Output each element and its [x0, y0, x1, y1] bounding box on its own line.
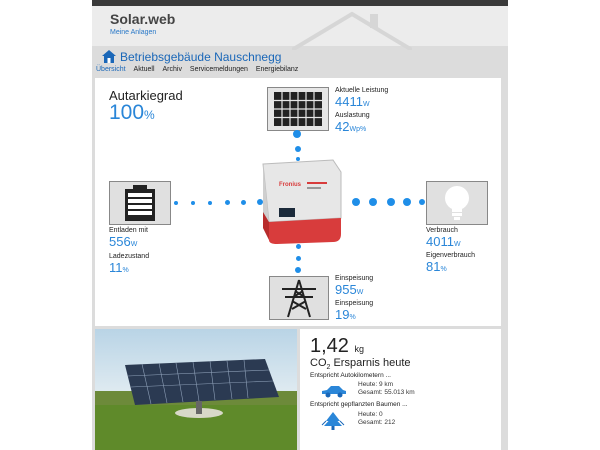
savings-panel [300, 329, 501, 450]
tree-icon [320, 411, 346, 431]
feed-in-pct-label: Einspeisung [335, 300, 374, 307]
energy-flow-panel [95, 78, 501, 326]
flow-dot [295, 267, 301, 273]
pv-load-value: 42Wp% [335, 119, 367, 134]
battery-tile[interactable] [109, 181, 171, 225]
my-plants-link[interactable]: Meine Anlagen [110, 29, 157, 36]
car-km-today: Heute: 9 km [358, 381, 394, 388]
battery-icon [110, 182, 170, 224]
flow-dot [174, 201, 178, 205]
flow-dot [293, 130, 301, 138]
battery-discharge-value: 556W [109, 234, 138, 249]
car-km-total: Gesamt: 55.013 km [358, 389, 415, 396]
flow-dot [387, 198, 395, 206]
consumption-value: 4011W [426, 234, 461, 249]
flow-dot [208, 201, 212, 205]
tab-bar [96, 66, 304, 78]
battery-soc-label: Ladezustand [109, 253, 150, 260]
inverter-device-icon[interactable] [255, 156, 347, 246]
solar-panel-icon [268, 88, 328, 130]
solar-tracker-photo [95, 329, 297, 450]
car-icon [320, 384, 348, 398]
light-bulb-icon [427, 182, 487, 224]
flow-dot [403, 198, 411, 206]
pv-power-label: Aktuelle Leistung [335, 87, 389, 94]
tab-overview[interactable]: Übersicht [96, 66, 126, 73]
flow-dot [295, 146, 301, 152]
tab-current[interactable]: Aktuell [133, 66, 155, 73]
consumption-tile[interactable] [426, 181, 488, 225]
tab-energy-balance[interactable]: Energiebilanz [255, 66, 299, 73]
inverter-brand-text: Fronius [279, 182, 301, 188]
flow-dot [241, 200, 246, 205]
trees-title: Entspricht gepflanzten Baumen ... [310, 401, 408, 408]
flow-dot [369, 198, 377, 206]
grid-tile[interactable] [269, 276, 329, 320]
tab-service-messages[interactable]: Servicemeldungen [189, 66, 248, 73]
self-consumption-value: 81% [426, 259, 447, 274]
battery-discharge-label: Entladen mit [109, 227, 148, 234]
top-bar [92, 0, 508, 46]
home-icon [102, 50, 116, 63]
flow-dot [191, 201, 195, 205]
car-km-title: Entspricht Autokilometern ... [310, 372, 391, 379]
consumption-label: Verbrauch [426, 227, 458, 234]
app-window [92, 0, 508, 450]
app-title: Solar.web [110, 11, 176, 27]
battery-soc-value: 11% [109, 260, 129, 275]
flow-dot [352, 198, 360, 206]
tab-archive[interactable]: Archiv [162, 66, 182, 73]
co2-savings-label: $CO_2$ Ersparnis heute [310, 357, 411, 372]
house-watermark-icon [292, 10, 412, 50]
feed-in-value: 955W [335, 282, 364, 297]
flow-dot [419, 199, 425, 205]
power-pylon-icon [270, 277, 328, 319]
co2-savings-value: 1,42 kg [310, 335, 365, 357]
plant-photo [95, 329, 297, 450]
feed-in-pct-value: 19% [335, 307, 356, 322]
flow-dot [296, 256, 301, 261]
solar-panel-tile[interactable] [267, 87, 329, 131]
autarky-label: Autarkiegrad [109, 88, 183, 103]
trees-total: Gesamt: 212 [358, 419, 396, 426]
pv-load-label: Auslastung [335, 112, 370, 119]
flow-dot [225, 200, 230, 205]
pv-power-value: 4411W [335, 94, 370, 109]
autarky-value: 100% [109, 101, 155, 124]
trees-today: Heute: 0 [358, 411, 383, 418]
feed-in-label: Einspeisung [335, 275, 374, 282]
self-consumption-label: Eigenverbrauch [426, 252, 476, 259]
plant-name: Betriebsgebäude Nauschnegg [120, 50, 282, 64]
